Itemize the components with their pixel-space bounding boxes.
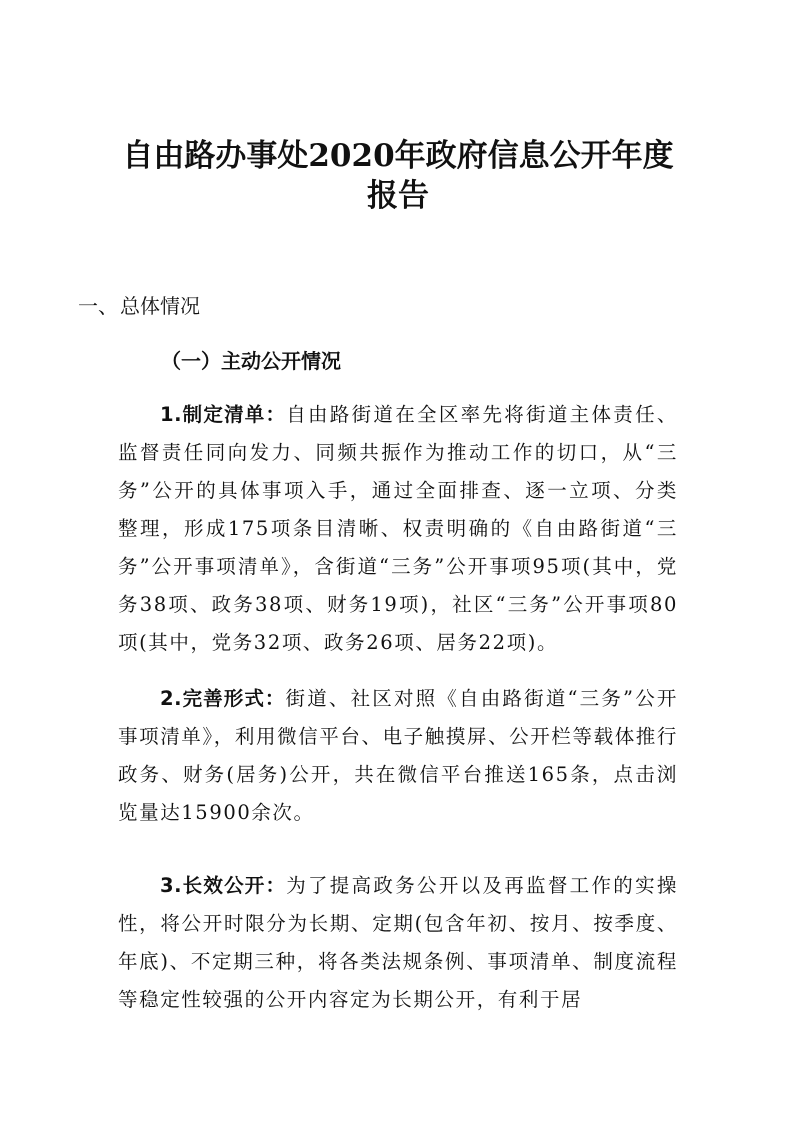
- paragraph-lead: 1.制定清单：: [160, 403, 287, 426]
- paragraph-list-item: [118, 680, 678, 832]
- subsection-heading: （一）主动公开情况: [161, 349, 341, 373]
- paragraph-body: 自由路街道在全区率先将街道主体责任、监督责任同向发力、同频共振作为推动工作的切口，从“三务”公开的具体事项入手，通过全面排查、逐一立项、分类整理，形成175项条目清晰、权责明确的《自由路街道“三务”公开事项清单》，含街道“三务”公开事项95项(其中，党务38项、政务38项、财务19项)，社区“三务”公开事项80项(其中，党务32项、政务26项、居务22项)。: [118, 403, 678, 654]
- section-heading: [78, 291, 200, 321]
- document-title: 自由路办事处2020年政府信息公开年度报告: [122, 138, 674, 214]
- paragraph-body: 为了提高政务公开以及再监督工作的实操性，将公开时限分为长期、定期(包含年初、按月、按季度、年底)、不定期三种，将各类法规条例、事项清单、制度流程等稳定性较强的公开内容定为长期公开，有利于居: [118, 874, 678, 1011]
- section-number: 一、: [78, 294, 118, 318]
- paragraph-body: 街道、社区对照《自由路街道“三务”公开事项清单》，利用微信平台、电子触摸屏、公开栏等载体推行政务、财务(居务)公开，共在微信平台推送165条，点击浏览量达15900余次。: [118, 687, 678, 824]
- paragraph-list-item: [118, 867, 678, 1019]
- paragraph-lead: 3.长效公开：: [160, 874, 287, 897]
- paragraph-lead: 2.完善形式：: [160, 687, 286, 710]
- section-title: 总体情况: [120, 294, 200, 318]
- paragraph-list-item: [118, 396, 678, 662]
